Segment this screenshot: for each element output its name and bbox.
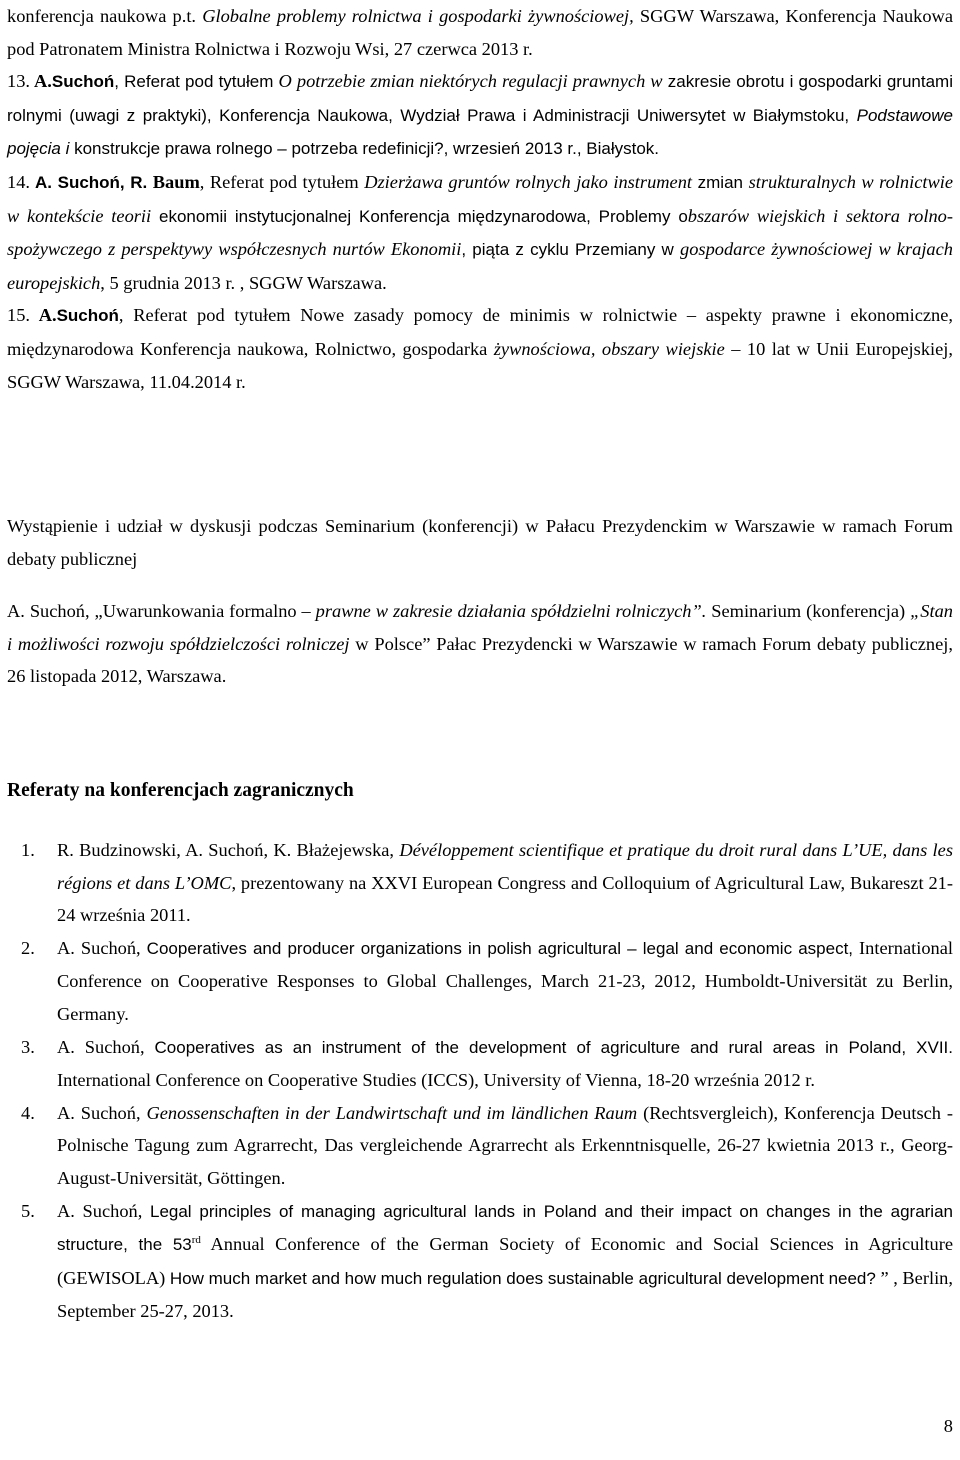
text-segment: Legal principles of managing agricultural lands in Poland and their impact on changes in the agrarian structure, the 53 (57, 1201, 953, 1255)
text-segment: konferencja naukowa p.t. (7, 6, 203, 26)
item-number: 5. (21, 1200, 35, 1221)
seminar-section (7, 510, 953, 693)
text-segment: ” , Berlin, September 25-27, 2013. (57, 1267, 953, 1322)
seminar-heading: Wystąpienie i udział w dyskusji podczas Seminarium (konferencji) w Pałacu Prezydenckim w Warszawie w ramach Forum debaty publicznej (7, 516, 953, 569)
text-segment: , piąta z cyklu Przemiany w (461, 240, 681, 260)
text-segment: Cooperatives as an instrument of the development of agriculture and rural areas in Poland, XVII. (154, 1037, 954, 1057)
text-segment: Dzierżawa gruntów rolnych jako instrument (364, 171, 693, 192)
item-number: 1. (21, 840, 35, 860)
polish-conference-entries (7, 0, 953, 398)
foreign-conference-item (21, 1097, 953, 1195)
text-segment: SGGW Warszawa, Konferencja Naukowa pod Patronatem Ministra Rolnictwa i Rozwoju Wsi, 27 czerwca 2013 r. (7, 6, 953, 59)
text-segment: Globalne problemy rolnictwa i gospodarki żywnościowej, (202, 6, 634, 26)
page-number: 8 (943, 1416, 953, 1436)
text-segment: , prezentowany na XXVI European Congress and Colloquium of Agricultural Law, Bukareszt 21-24 września 2011. (57, 872, 953, 926)
text-segment: żywnościowa, obszary wiejskie (493, 338, 725, 359)
item-number: 3. (21, 1036, 35, 1057)
text-segment: A. Suchoń, (57, 1200, 150, 1221)
text-segment: , Referat pod tytułem (114, 72, 279, 92)
text-segment: International Conference on Cooperative Studies (ICCS), University of Vienna, 18-20 września 2012 r. (57, 1070, 816, 1091)
text-segment: International Conference on Cooperative Responses to Global Challenges, March 21-23, 2012, Humboldt-Universität zu Berlin, Germany. (57, 937, 953, 1024)
text-segment: prawne w zakresie działania spółdzielni rolniczych”. (315, 601, 707, 622)
foreign-conferences-list (21, 834, 954, 1328)
foreign-conference-item (21, 1031, 954, 1097)
foreign-conference-item (21, 1195, 954, 1328)
text-segment: bszarów wiejskich i sektora rolno-spożywczego z perspektywy współczesnych nurtów Ekonomii (7, 205, 953, 260)
text-segment: R. Budzinowski, A. Suchoń, K. Błażejewska, (57, 840, 400, 860)
entry-12-continued (7, 0, 953, 65)
text-segment: Seminarium (konferencja) (706, 601, 911, 622)
text-segment: Suchoń (51, 72, 115, 92)
text-segment: rd (191, 1234, 201, 1246)
text-segment: – 10 lat w Unii Europejskiej, SGGW Warszawa, 11.04.2014 r. (7, 338, 953, 392)
text-segment: , Referat pod tytułem (199, 171, 365, 192)
entry-15 (7, 299, 953, 398)
text-segment: , 5 grudnia 2013 r. , SGGW Warszawa. (100, 272, 387, 293)
text-segment: gospodarce żywnościowej w krajach europejskich (7, 239, 953, 293)
entry-14 (7, 166, 953, 299)
text-segment: A. Suchoń, „Uwarunkowania formalno – (7, 601, 316, 622)
text-segment: zmian (692, 172, 749, 192)
foreign-conferences-title: Referaty na konferencjach zagranicznych (7, 780, 354, 801)
entry-13 (7, 65, 953, 166)
text-segment: Annual Conference of the German Society of Economic and Social Sciences in Agriculture (GEWISOLA) (57, 1234, 954, 1288)
text-segment: A. Suchoń, (57, 1102, 147, 1123)
text-segment: Podstawowe pojęcia i (7, 105, 953, 159)
foreign-conference-item (21, 834, 953, 932)
text-segment: A. Suchoń, (57, 937, 147, 958)
entry-number: 14. (7, 171, 30, 192)
text-segment: „Stan i możliwości rozwoju spółdzielczości rolniczej (7, 601, 954, 654)
text-segment: w Polsce” Pałac Prezydencki w Warszawie w ramach Forum debaty publicznej, 26 listopada 2012, Warszawa. (7, 633, 953, 687)
text-segment: ekonomii instytucjonalnej Konferencja międzynarodowa, Problemy o (151, 206, 688, 226)
text-segment: Cooperatives and producer organizations in polish agricultural – legal and economic aspect, (146, 938, 854, 958)
seminar-entry (7, 595, 953, 693)
text-segment: A. Suchoń, (57, 1036, 155, 1057)
text-segment: , Referat pod tytułem Nowe zasady pomocy de minimis w rolnictwie – aspekty prawne i ekonomiczne, międzynarodowa Konferencja naukowa, Rolnictwo, gospodarka (7, 305, 953, 359)
text-segment: O potrzebie zmian niektórych regulacji prawnych w (278, 71, 663, 92)
text-segment: Dévéloppement scientifique et pratique du droit rural dans L’UE, dans les régions et dans L’OMC (57, 840, 953, 893)
text-segment: A. (30, 71, 52, 92)
text-segment: konstrukcje prawa rolnego – potrzeba redefinicji?, wrzesień 2013 r., Białystok. (69, 139, 660, 159)
item-number: 2. (21, 937, 35, 958)
text-segment: zakresie obrotu i gospodarki gruntami rolnymi (uwagi z praktyki), Konferencja Naukowa, Wydział Prawa i Administracji Uniwersytet w Białymstoku, (7, 72, 953, 125)
text-segment: (Rechtsvergleich), Konferencja Deutsch - Polnische Tagung zum Agrarrecht, Das vergleichende Agrarrecht als Erkenntnisquelle, 26-27 kwietnia 2013 r., Georg- August-Universität, Göttingen. (57, 1102, 953, 1188)
text-segment: Suchoń (56, 306, 119, 326)
text-segment: How much market and how much regulation does sustainable agricultural development need? (169, 1268, 876, 1288)
item-number: 4. (21, 1102, 35, 1123)
entry-number: 15. (7, 305, 30, 326)
text-segment: Baum (147, 171, 200, 192)
text-segment: Genossenschaften in der Landwirtschaft und im ländlichen Raum (146, 1102, 638, 1123)
text-segment: A. (30, 305, 57, 326)
text-segment: A. Suchoń, R. (30, 172, 148, 192)
entry-number: 13. (7, 71, 30, 92)
text-segment: strukturalnych w rolnictwie w kontekście teorii (7, 171, 954, 226)
foreign-conference-item (21, 932, 953, 1031)
